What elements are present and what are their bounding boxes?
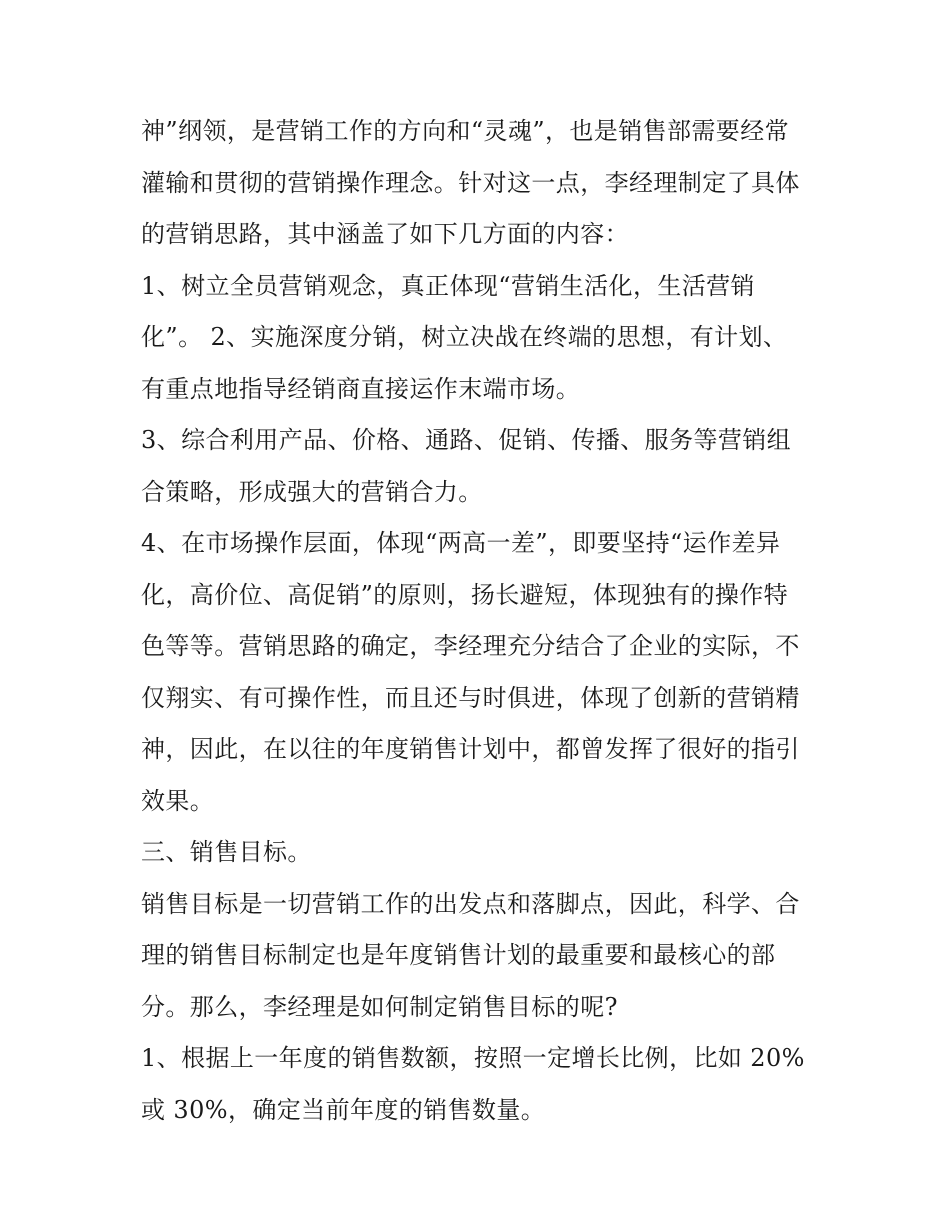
text-line: 神”纲领，是营销工作的方向和“灵魂”，也是销售部需要经常 bbox=[141, 117, 790, 145]
text-line: 化”。 2、实施深度分销，树立决战在终端的思想，有计划、 bbox=[141, 323, 788, 351]
text-line: 效果。 bbox=[141, 786, 215, 815]
text-line: 理的销售目标制定也是年度销售计划的最重要和最核心的部 bbox=[141, 941, 776, 969]
text-line: 有重点地指导经销商直接运作末端市场。 bbox=[141, 374, 581, 403]
text-line: 销售目标是一切营销工作的出发点和落脚点，因此，科学、合 bbox=[141, 889, 800, 918]
list-item-4: 4、在市场操作层面，体现“两高一差”，即要坚持“运作差异 bbox=[141, 529, 781, 557]
text-line: 化，高价位、高促销”的原则，扬长避短，体现独有的操作特 bbox=[141, 580, 789, 609]
text-line: 的营销思路，其中涵盖了如下几方面的内容： bbox=[141, 220, 629, 248]
list-item-3: 3、综合利用产品、价格、通路、促销、传播、服务等营销组 bbox=[141, 426, 792, 454]
list-item-1: 1、根据上一年度的销售数额，按照一定增长比例，比如 20% bbox=[141, 1044, 805, 1072]
text-line: 色等等。营销思路的确定，李经理充分结合了企业的实际，不 bbox=[141, 632, 800, 660]
text-line: 仅翔实、有可操作性，而且还与时俱进，体现了创新的营销精 bbox=[141, 683, 800, 712]
list-item-1: 1、树立全员营销观念，真正体现“营销生活化，生活营销 bbox=[141, 271, 755, 300]
text-line: 分。那么，李经理是如何制定销售目标的呢? bbox=[141, 992, 618, 1021]
text-line: 或 30%，确定当前年度的销售数量。 bbox=[141, 1095, 546, 1124]
body-text bbox=[141, 106, 821, 1136]
text-line: 灌输和贯彻的营销操作理念。针对这一点，李经理制定了具体 bbox=[141, 168, 800, 197]
text-line: 神，因此，在以往的年度销售计划中，都曾发挥了很好的指引 bbox=[141, 735, 800, 763]
text-line: 合策略，形成强大的营销合力。 bbox=[141, 477, 483, 506]
section-heading: 三、销售目标。 bbox=[141, 838, 312, 866]
